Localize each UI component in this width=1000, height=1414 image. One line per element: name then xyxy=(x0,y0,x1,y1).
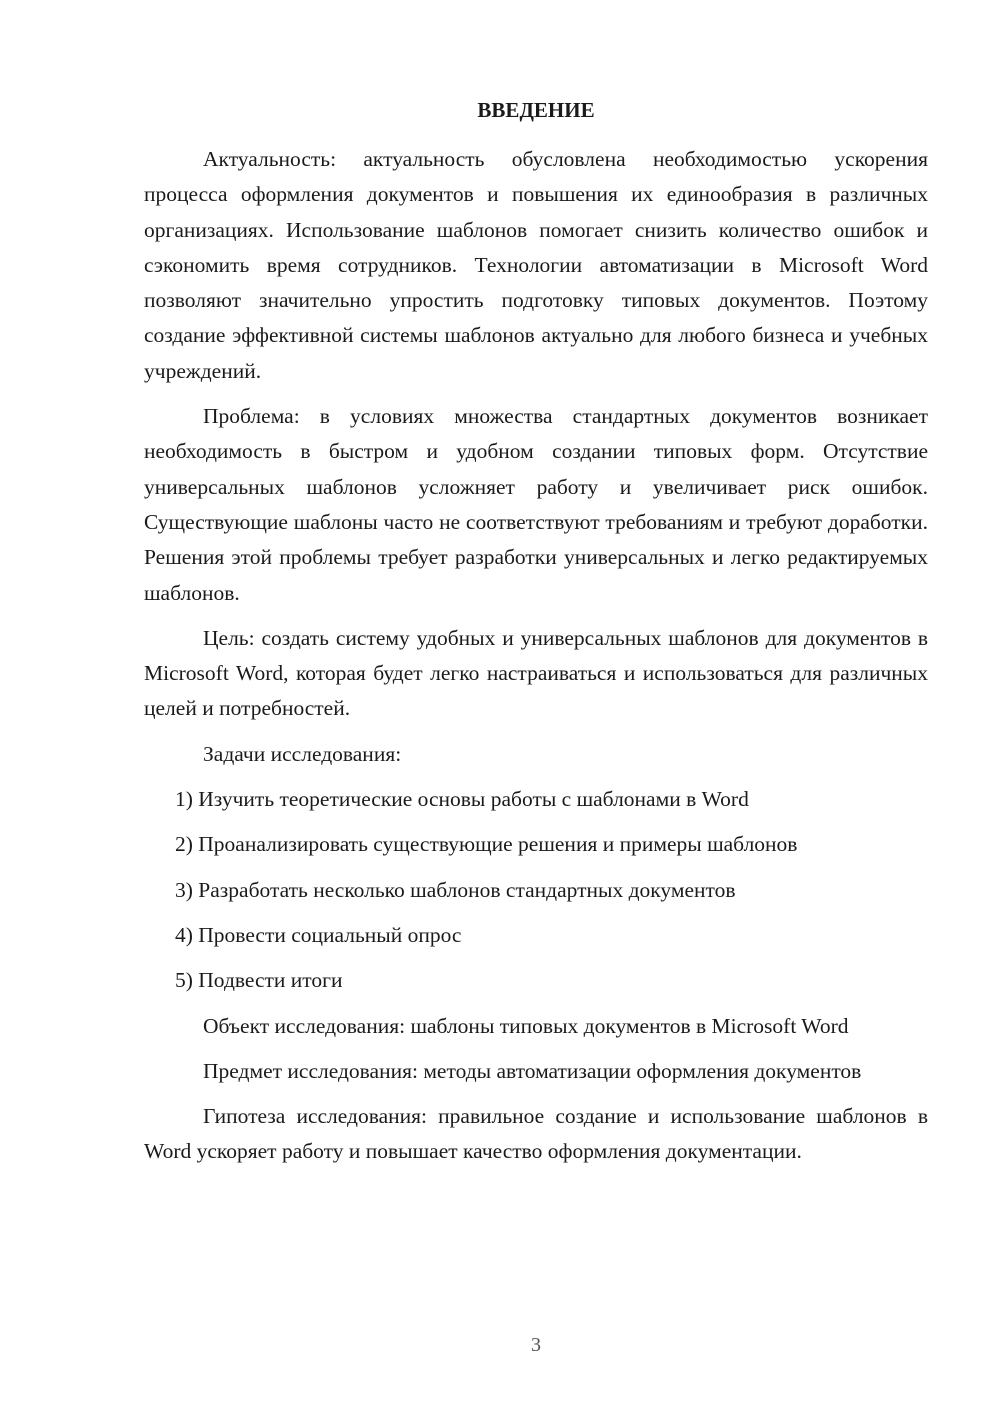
list-item: 5) Подвести итоги xyxy=(175,968,343,993)
page-number: 3 xyxy=(531,1334,541,1356)
object-paragraph: Объект исследования: шаблоны типовых документов в Microsoft Word xyxy=(203,1013,849,1038)
list-item: 1) Изучить теоретические основы работы с шаблонами в Word xyxy=(175,787,749,812)
document-body xyxy=(144,142,928,1170)
goal-paragraph: Цель: создать систему удобных и универсальных шаблонов для документов в Microsoft Word, которая будет легко настраиваться и использоваться для различных целей и потребностей. xyxy=(144,625,928,721)
list-item: 4) Провести социальный опрос xyxy=(175,922,462,947)
subject-paragraph: Предмет исследования: методы автоматизации оформления документов xyxy=(203,1058,862,1083)
page-title: ВВЕДЕНИЕ xyxy=(477,98,595,122)
tasks-heading: Задачи исследования: xyxy=(203,741,402,766)
list-item: 3) Разработать несколько шаблонов стандартных документов xyxy=(175,877,736,902)
list-item: 2) Проанализировать существующие решения и примеры шаблонов xyxy=(175,832,798,857)
hypothesis-paragraph: Гипотеза исследования: правильное создание и использование шаблонов в Word ускоряет работу и повышает качество оформления документации. xyxy=(144,1104,928,1164)
problem-paragraph: Проблема: в условиях множества стандартных документов возникает необходимость в быстром и удобном создании типовых форм. Отсутствие универсальных шаблонов усложняет работу и увеличивает риск ошибок. Существующие шаблоны часто не соответствуют требованиям и требуют доработки. Решения этой проблемы требует разработки универсальных и легко редактируемых шаблонов. xyxy=(144,404,928,605)
tasks-list xyxy=(144,782,928,998)
relevance-paragraph: Актуальность: актуальность обусловлена необходимостью ускорения процесса оформления документов и повышения их единообразия в различных организациях. Использование шаблонов помогает снизить количество ошибок и сэкономить время сотрудников. Технологии автоматизации в Microsoft Word позволяют значительно упростить подготовку типовых документов. Поэтому создание эффективной системы шаблонов актуально для любого бизнеса и учебных учреждений. xyxy=(144,147,928,383)
